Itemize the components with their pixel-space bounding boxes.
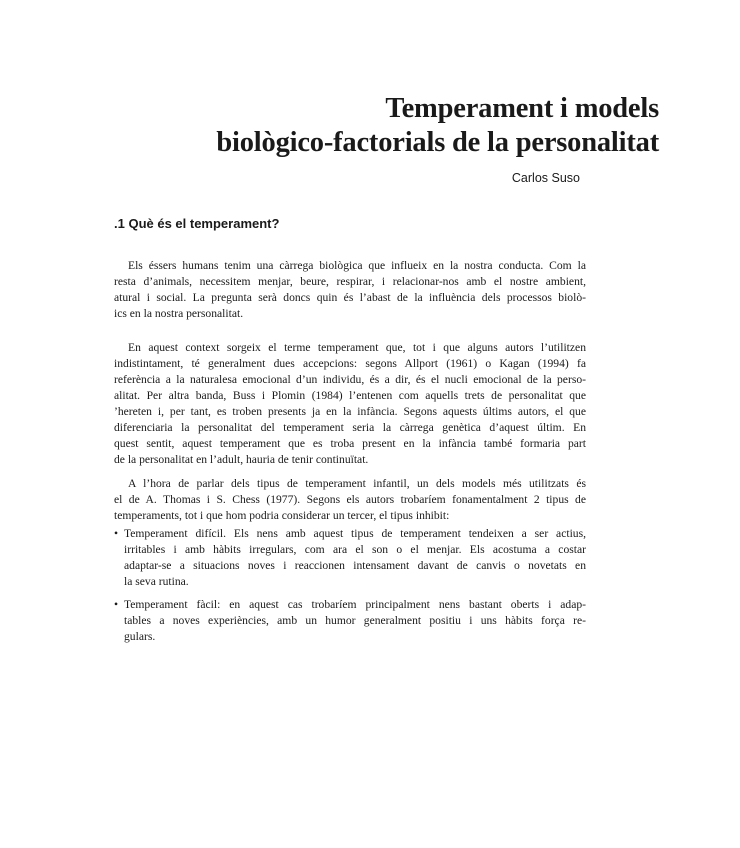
paragraph-line: A l’hora de parlar dels tipus de temperament infantil, un dels models més utilitzats és xyxy=(128,477,586,490)
bullet-marker: • xyxy=(114,598,119,611)
paragraph-line: de la personalitat en l’adult, hauria de tenir continuïtat. xyxy=(114,453,369,466)
paragraph-2 xyxy=(114,340,586,468)
bullet-line: adaptar-se a situacions noves i reaccionen intensament davant de canvis o novetats en xyxy=(124,559,586,572)
paragraph-line: atural i social. La pregunta serà doncs quin és l’abast de la influència dels processos biolò- xyxy=(114,291,586,304)
paragraph-line: ’hereten i, per tant, es troben presents ja en la infància. Segons aquests últims autors, el que xyxy=(114,405,586,418)
paragraph-line: indistintament, té generalment dues accepcions: segons Allport (1961) o Kagan (1994) fa xyxy=(114,357,586,370)
paragraph-3 xyxy=(114,476,586,524)
bullet-line: gulars. xyxy=(124,630,156,643)
paragraph-line: quest sentit, aquest temperament que es troba present en la infància també formaria part xyxy=(114,437,586,450)
paragraph-line: ics en la nostra personalitat. xyxy=(114,307,244,320)
bullet-list xyxy=(114,526,586,652)
bullet-line: la seva rutina. xyxy=(124,575,189,588)
paragraph-line: Els éssers humans tenim una càrrega biològica que influeix en la nostra conducta. Com la xyxy=(128,259,586,272)
bullet-line: Temperament fàcil: en aquest cas trobaríem principalment nens bastant oberts i adap- xyxy=(124,598,586,611)
paragraph-line: diferenciaria la personalitat del temperament seria la càrrega genètica d’aquest últim. En xyxy=(114,421,586,434)
page-title xyxy=(216,92,659,160)
bullet-marker: • xyxy=(114,527,119,540)
title-line-2: biològico-factorials de la personalitat xyxy=(216,127,659,158)
title-line-1: Temperament i models xyxy=(385,93,659,124)
bullet-item-facil xyxy=(114,597,586,645)
paragraph-line: alitat. Per altra banda, Buss i Plomin (1984) l’entenen com aquells trets de personalitat que xyxy=(114,389,586,402)
paragraph-line: resta d’animals, necessitem menjar, beure, respirar, i relacionar-nos amb el nostre ambient, xyxy=(114,275,586,288)
paragraph-line: el de A. Thomas i S. Chess (1977). Segons els autors trobaríem fonamentalment 2 tipus de xyxy=(114,493,586,506)
bullet-item-dificil xyxy=(114,526,586,590)
author-name: Carlos Suso xyxy=(511,171,580,185)
paragraph-1 xyxy=(114,258,586,322)
paragraph-line: En aquest context sorgeix el terme temperament que, tot i que alguns autors l’utilitzen xyxy=(128,341,586,354)
paragraph-line: temperaments, tot i que hom podria considerar un tercer, el tipus inhibit: xyxy=(114,509,450,522)
bullet-line: tables a noves experiències, amb un humor generalment positiu i uns hàbits força re- xyxy=(124,614,586,627)
bullet-line: Temperament difícil. Els nens amb aquest tipus de temperament tendeixen a ser actius, xyxy=(124,527,586,540)
section-heading: .1 Què és el temperament? xyxy=(114,216,280,231)
bullet-line: irritables i amb hàbits irregulars, com ara el son o el menjar. Els acostuma a costar xyxy=(124,543,586,556)
paragraph-line: referència a la naturalesa emocional d’un individu, és a dir, és el nucli emocional de la perso- xyxy=(114,373,586,386)
